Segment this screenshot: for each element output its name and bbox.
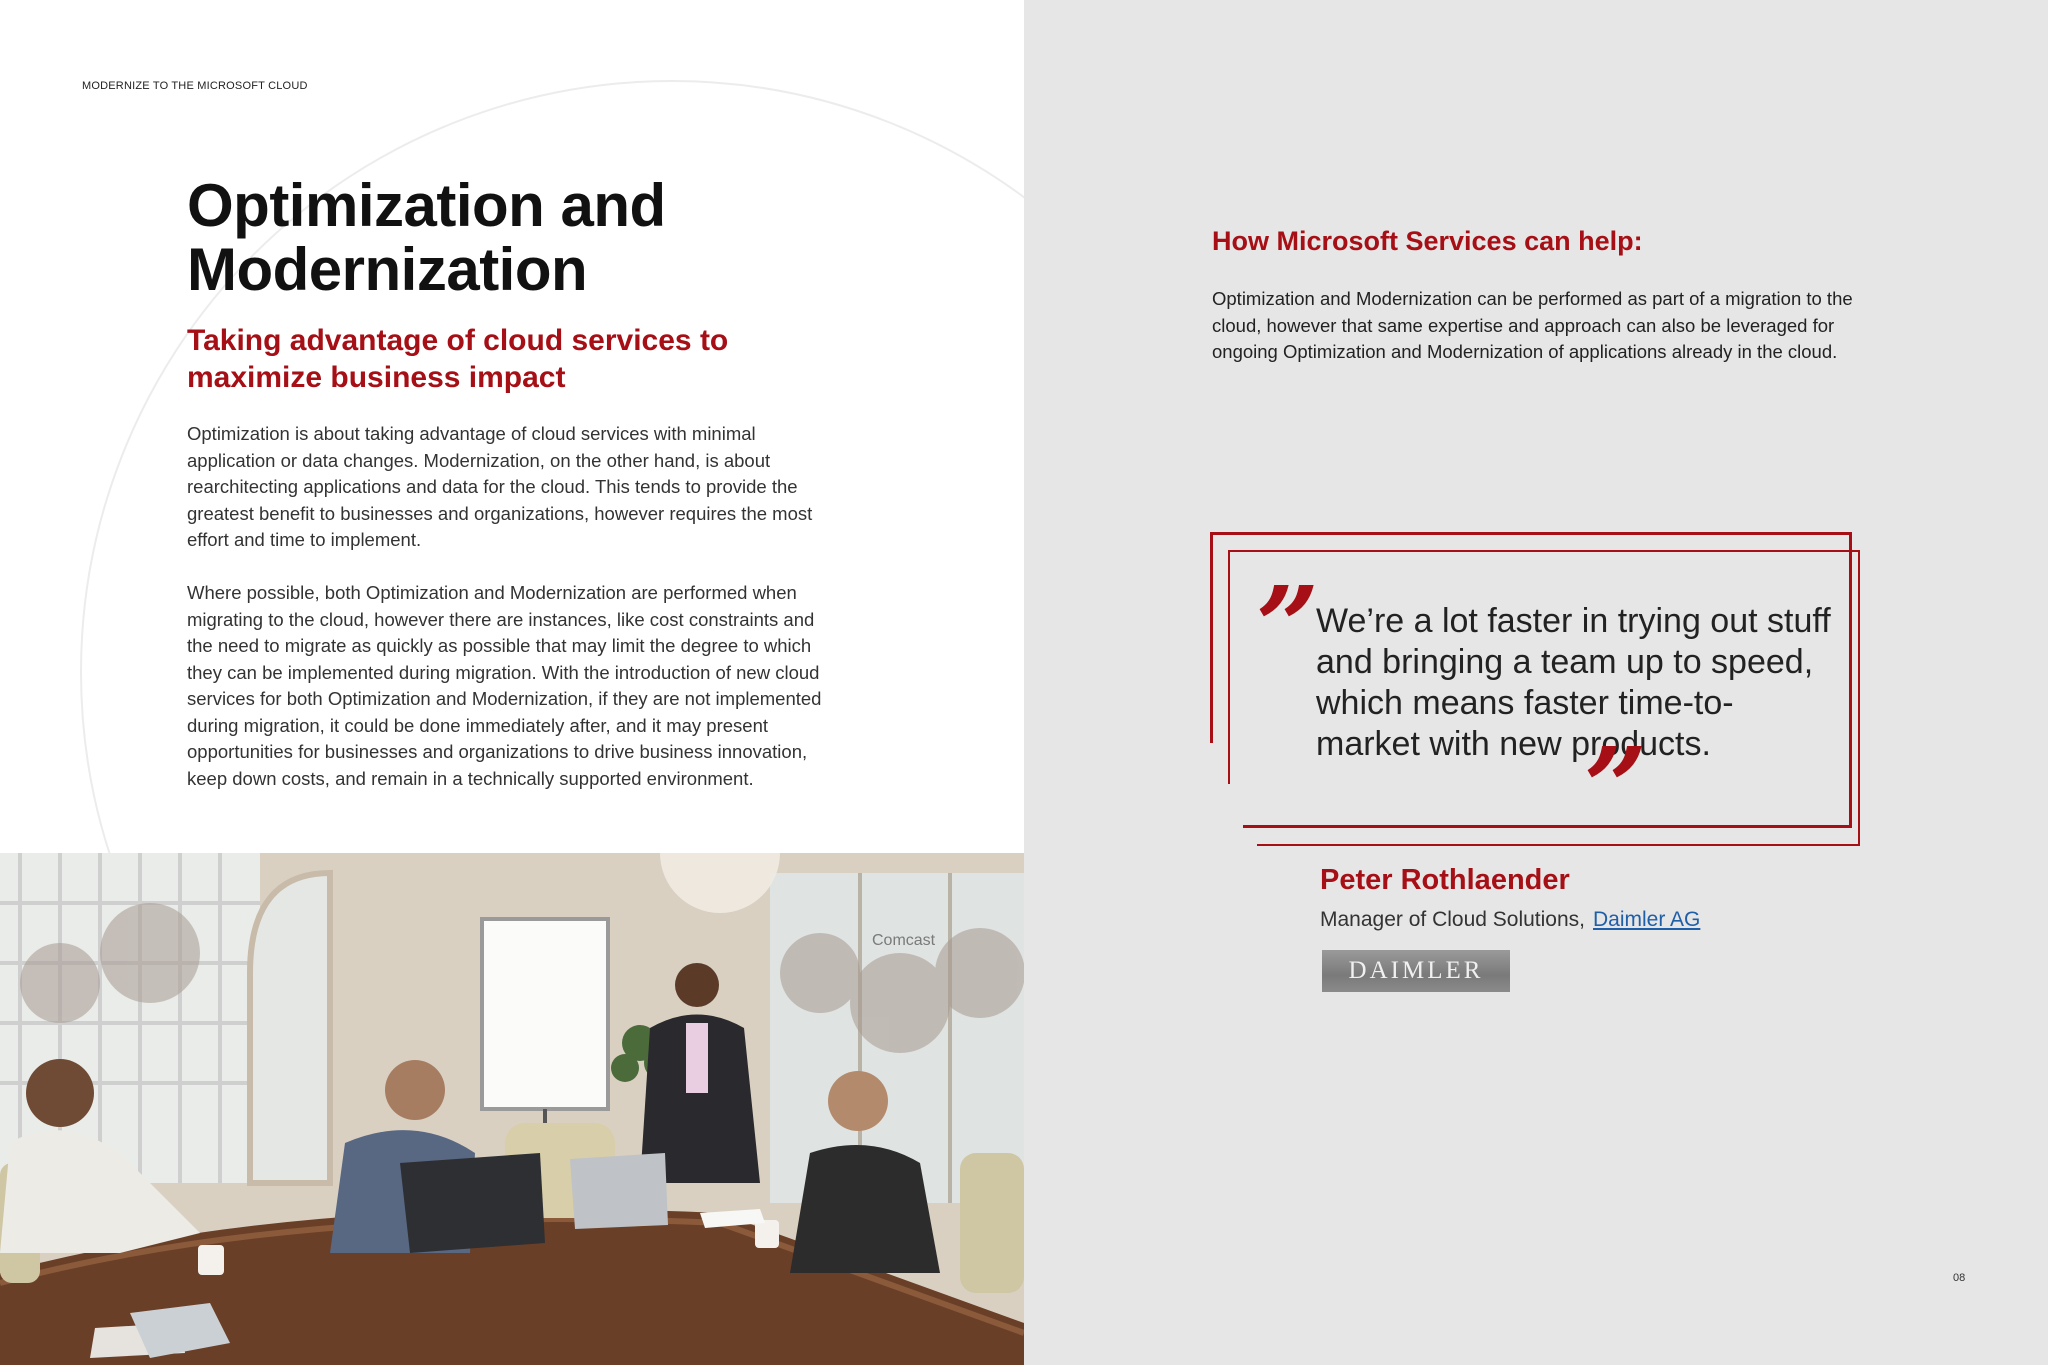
testimonial-quote: We’re a lot faster in trying out stuff and bringing a team up to speed, which means faster time-to-market with new products. [1316, 602, 1831, 763]
quote-open-mark: ” [1256, 562, 1320, 691]
running-header: MODERNIZE TO THE MICROSOFT CLOUD [82, 80, 308, 92]
quote-close-mark: ” [1584, 723, 1648, 852]
help-body: Optimization and Modernization can be performed as part of a migration to the cloud, however that same expertise and approach can also be leveraged for ongoing Optimization and Modernization of applications already in the cloud. [1212, 288, 1853, 362]
body-paragraph-optimization: Optimization is about taking advantage of cloud services with minimal application or data changes. Modernization, on the other hand, is about rearchitecting applications and data for the cloud. This tends to provide the greatest benefit to businesses and organizations, however requires the most effort and time to implement. [187, 423, 813, 550]
daimler-logo: DAIMLER [1322, 950, 1510, 992]
page-title: Optimization and Modernization [187, 172, 666, 303]
body-paragraph-migration: Where possible, both Optimization and Modernization are performed when migrating to the cloud, however there are instances, like cost constraints and the need to migrate as quickly as possible that may limit the degree to which they can be implemented during migration. With the introduction of new cloud services for both Optimization and Modernization, if they are not implemented during migration, it could be done immediately after, and it may present opportunities for businesses and organizations to drive business innovation, keep down costs, and remain in a technically supported environment. [187, 582, 822, 789]
page-subtitle: Taking advantage of cloud services to maximize business impact [187, 324, 729, 394]
person-role [1320, 908, 1700, 932]
company-link[interactable]: Daimler AG [1593, 908, 1701, 931]
meeting-photo [0, 853, 1024, 1365]
photo-sign: Comcast [872, 932, 936, 949]
person-name: Peter Rothlaender [1320, 864, 1570, 896]
help-heading: How Microsoft Services can help: [1212, 226, 1643, 256]
page-number: 08 [1953, 1272, 1966, 1284]
person-title: Manager of Cloud Solutions, [1320, 908, 1585, 931]
